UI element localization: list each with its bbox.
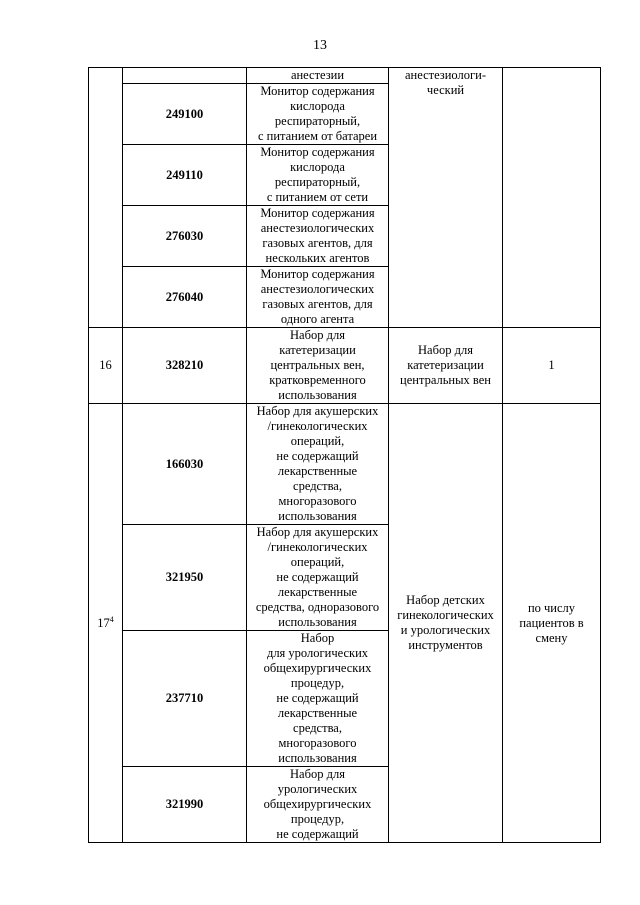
name-cell: Монитор содержания анестезиологических газовых агентов, для нескольких агентов xyxy=(247,206,389,267)
quantity-cell xyxy=(503,68,601,328)
code-cell: 249100 xyxy=(123,84,247,145)
number-cell: 16 xyxy=(89,328,123,404)
code-cell: 276030 xyxy=(123,206,247,267)
code-cell: 321990 xyxy=(123,767,247,843)
code-cell: 166030 xyxy=(123,404,247,525)
number-cell xyxy=(89,68,123,328)
name-cell: Монитор содержания кислорода респираторный, с питанием от батареи xyxy=(247,84,389,145)
code-cell xyxy=(123,68,247,84)
table-row xyxy=(89,404,601,525)
name-cell: Монитор содержания анестезиологических газовых агентов, для одного агента xyxy=(247,267,389,328)
table-row xyxy=(89,68,601,84)
row-number: 17 xyxy=(97,615,110,630)
name-cell: анестезии xyxy=(247,68,389,84)
footnote-marker: 4 xyxy=(109,614,114,624)
name-cell: Набор для акушерских /гинекологических операций, не содержащий лекарственные средства, многоразового использования xyxy=(247,404,389,525)
quantity-cell: по числу пациентов в смену xyxy=(503,404,601,843)
code-cell: 249110 xyxy=(123,145,247,206)
code-cell: 321950 xyxy=(123,525,247,631)
table-row xyxy=(89,328,601,404)
type-cell: Набор детских гинекологических и урологических инструментов xyxy=(389,404,503,843)
code-cell: 328210 xyxy=(123,328,247,404)
name-cell: Набор для урологических общехирургических процедур, не содержащий xyxy=(247,767,389,843)
name-cell: Набор для урологических общехирургических процедур, не содержащий лекарственные средства, многоразового использования xyxy=(247,631,389,767)
type-cell: Набор для катетеризации центральных вен xyxy=(389,328,503,404)
equipment-table xyxy=(88,67,601,843)
quantity-cell: 1 xyxy=(503,328,601,404)
page-number: 13 xyxy=(313,38,327,53)
name-cell: Монитор содержания кислорода респираторный, с питанием от сети xyxy=(247,145,389,206)
number-cell xyxy=(89,404,123,843)
name-cell: Набор для катетеризации центральных вен, кратковременного использования xyxy=(247,328,389,404)
code-cell: 276040 xyxy=(123,267,247,328)
code-cell: 237710 xyxy=(123,631,247,767)
name-cell: Набор для акушерских /гинекологических операций, не содержащий лекарственные средства, одноразового использования xyxy=(247,525,389,631)
type-cell: анестезиологи- ческий xyxy=(389,68,503,328)
